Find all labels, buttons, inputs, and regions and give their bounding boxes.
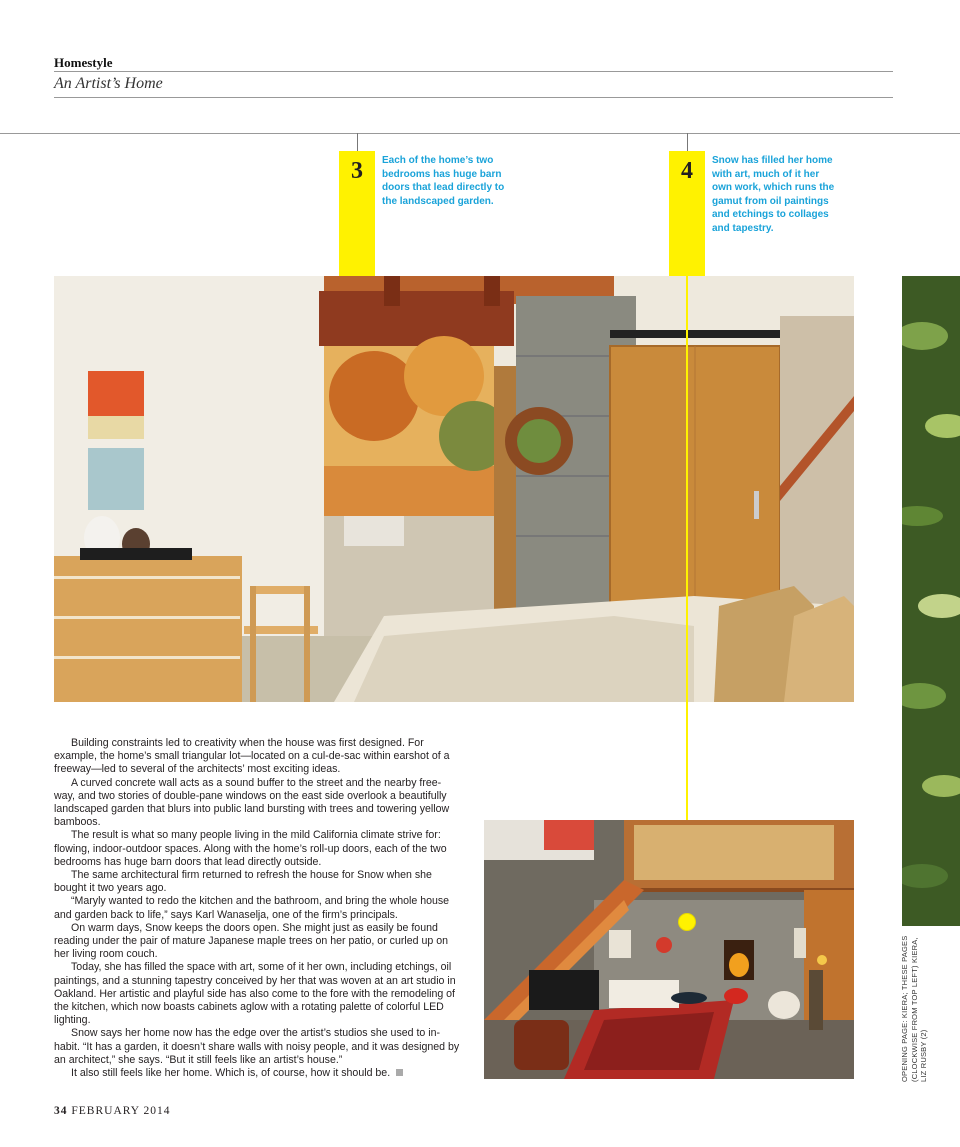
body-paragraph-final <box>54 1067 462 1080</box>
callout-4-leader-top <box>687 133 688 151</box>
foliage-photo-edge <box>902 276 960 926</box>
callout-4-number: 4 <box>681 158 693 184</box>
living-room-photo <box>484 820 854 1079</box>
body-paragraph: Building constraints led to creativity when the house was first designed. For example, the home’s small triangular lot—located on a cul-de-sac within earshot of a freeway—led to several of the architects’ most exciting ideas. <box>54 737 450 776</box>
body-paragraph: Today, she has filled the space with art, some of it her own, including etchings, oil paintings, and a stunning tapestry conceived by her that was woven at an art studio in Oakland. Her artistic and playful side has also come to the fore with the remodeling of the kitchen, which now boasts cabinets aglow with a rotating palette of colorful LED lighting. <box>54 961 456 1027</box>
body-paragraph: “Maryly wanted to redo the kitchen and the bathroom, and bring the whole house and garden back to life,” says Karl Wanaselja, one of the firm’s principals. <box>54 895 450 921</box>
body-paragraph: The result is what so many people living in the mild California climate strive for: flowing, indoor-outdoor spaces. Along with the home’s roll-up doors, each of the two bedrooms has huge barn doors that lead directly outside. <box>54 829 447 868</box>
header-rule-top <box>54 71 893 72</box>
section-label: Homestyle <box>54 55 113 70</box>
header-rule-bottom <box>54 97 893 98</box>
callout-3-leader-top <box>357 133 358 151</box>
final-sentence: It also still feels like her home. Which is, of course, how it should be. <box>71 1067 391 1080</box>
bedroom-photo <box>54 276 854 702</box>
issue-date: FEBRUARY 2014 <box>71 1105 171 1117</box>
page-folio <box>54 1105 171 1117</box>
photo-credit: OPENING PAGE: KIERA; THESE PAGES (CLOCKWISE FROM TOP LEFT) KIERA, LIZ RUSBY (2) <box>900 935 928 1082</box>
section-subtitle: An Artist’s Home <box>54 75 163 92</box>
end-mark-icon <box>396 1069 403 1076</box>
body-paragraph: On warm days, Snow keeps the doors open. She might just as easily be found reading under the pair of mature Japanese maple trees on her patio, or curled up on her living room couch. <box>54 921 448 961</box>
callout-4-pointer-dot <box>678 913 696 931</box>
callout-4-text: Snow has filled her home with art, much of it her own work, which runs the gamut from oil paintings and etchings to collages and tapestry. <box>712 155 835 234</box>
body-paragraph: The same architectural firm returned to refresh the house for Snow when she bought it two years ago. <box>54 869 432 895</box>
page-number: 34 <box>54 1105 68 1117</box>
callout-3-text: Each of the home’s two bedrooms has huge barn doors that lead directly to the landscaped garden. <box>382 155 505 207</box>
article-body <box>54 737 462 1080</box>
callout-rule <box>0 133 960 134</box>
body-paragraph: Snow says her home now has the edge over the artist’s studios she used to in-habit. “It has a garden, it doesn’t share walls with noisy people, and it was designed by an architect,” she says. “But it still feels like an artist’s house.” <box>54 1027 460 1066</box>
body-paragraph: A curved concrete wall acts as a sound buffer to the street and the nearby free-way, and two stories of double-pane windows on the east side overlook a beautifully landscaped garden that blurs into public land bursting with trees and towering yellow bamboos. <box>54 776 450 829</box>
callout-3-number: 3 <box>351 158 363 184</box>
